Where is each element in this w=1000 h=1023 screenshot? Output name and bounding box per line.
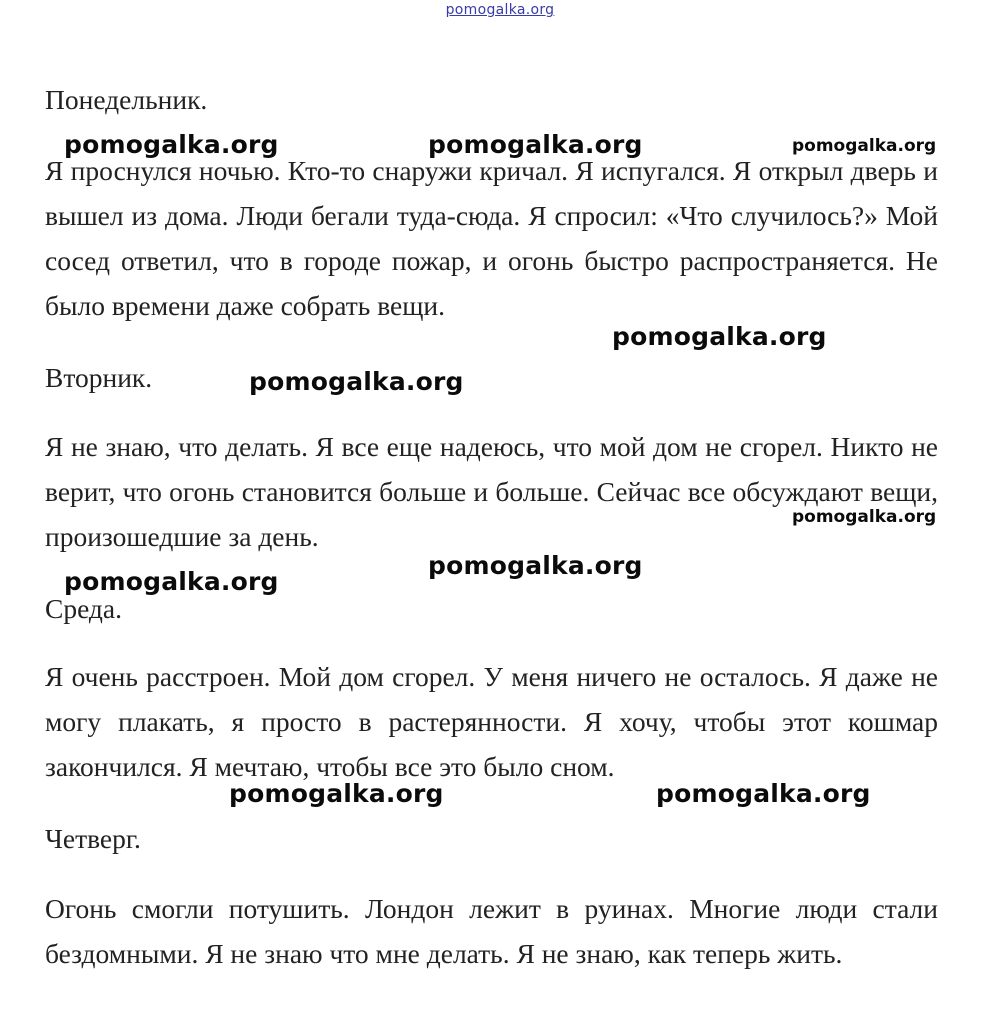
day-heading-thursday: Четверг.	[45, 823, 141, 854]
watermark: pomogalka.org	[792, 507, 937, 527]
watermark: pomogalka.org	[428, 551, 643, 580]
paragraph-wednesday: Я очень расстроен. Мой дом сгорел. У меня ничего не осталось. Я даже не могу плакать, я просто в растерянности. Я хочу, чтобы этот кошмар закончился. Я мечтаю, чтобы все это было сном.	[45, 661, 938, 782]
paragraph-tuesday: Я не знаю, что делать. Я все еще надеюсь, что мой дом не сгорел. Никто не верит, что огонь становится больше и больше. Сейчас все обсуждают вещи, произошедшие за день.	[45, 431, 938, 552]
watermark: pomogalka.org	[64, 130, 279, 159]
day-heading-tuesday: Вторник.	[45, 362, 153, 393]
watermark: pomogalka.org	[249, 367, 464, 396]
watermark: pomogalka.org	[428, 130, 643, 159]
site-link[interactable]: pomogalka.org	[445, 2, 555, 18]
watermark: pomogalka.org	[656, 779, 871, 808]
watermark: pomogalka.org	[612, 322, 827, 351]
paragraph-thursday: Огонь смогли потушить. Лондон лежит в руинах. Многие люди стали бездомными. Я не знаю что мне делать. Я не знаю, как теперь жить.	[45, 893, 938, 969]
day-heading-wednesday: Среда.	[45, 593, 123, 624]
paragraph-monday: Я проснулся ночью. Кто-то снаружи кричал. Я испугался. Я открыл дверь и вышел из дома. Люди бегали туда-сюда. Я спросил: «Что случилось?» Мой сосед ответил, что в городе пожар, и огонь быстро распространяется. Не было времени даже собрать вещи.	[45, 155, 938, 321]
day-heading-monday: Понедельник.	[45, 84, 208, 115]
watermark: pomogalka.org	[64, 567, 279, 596]
watermark: pomogalka.org	[229, 779, 444, 808]
watermark: pomogalka.org	[792, 136, 937, 156]
